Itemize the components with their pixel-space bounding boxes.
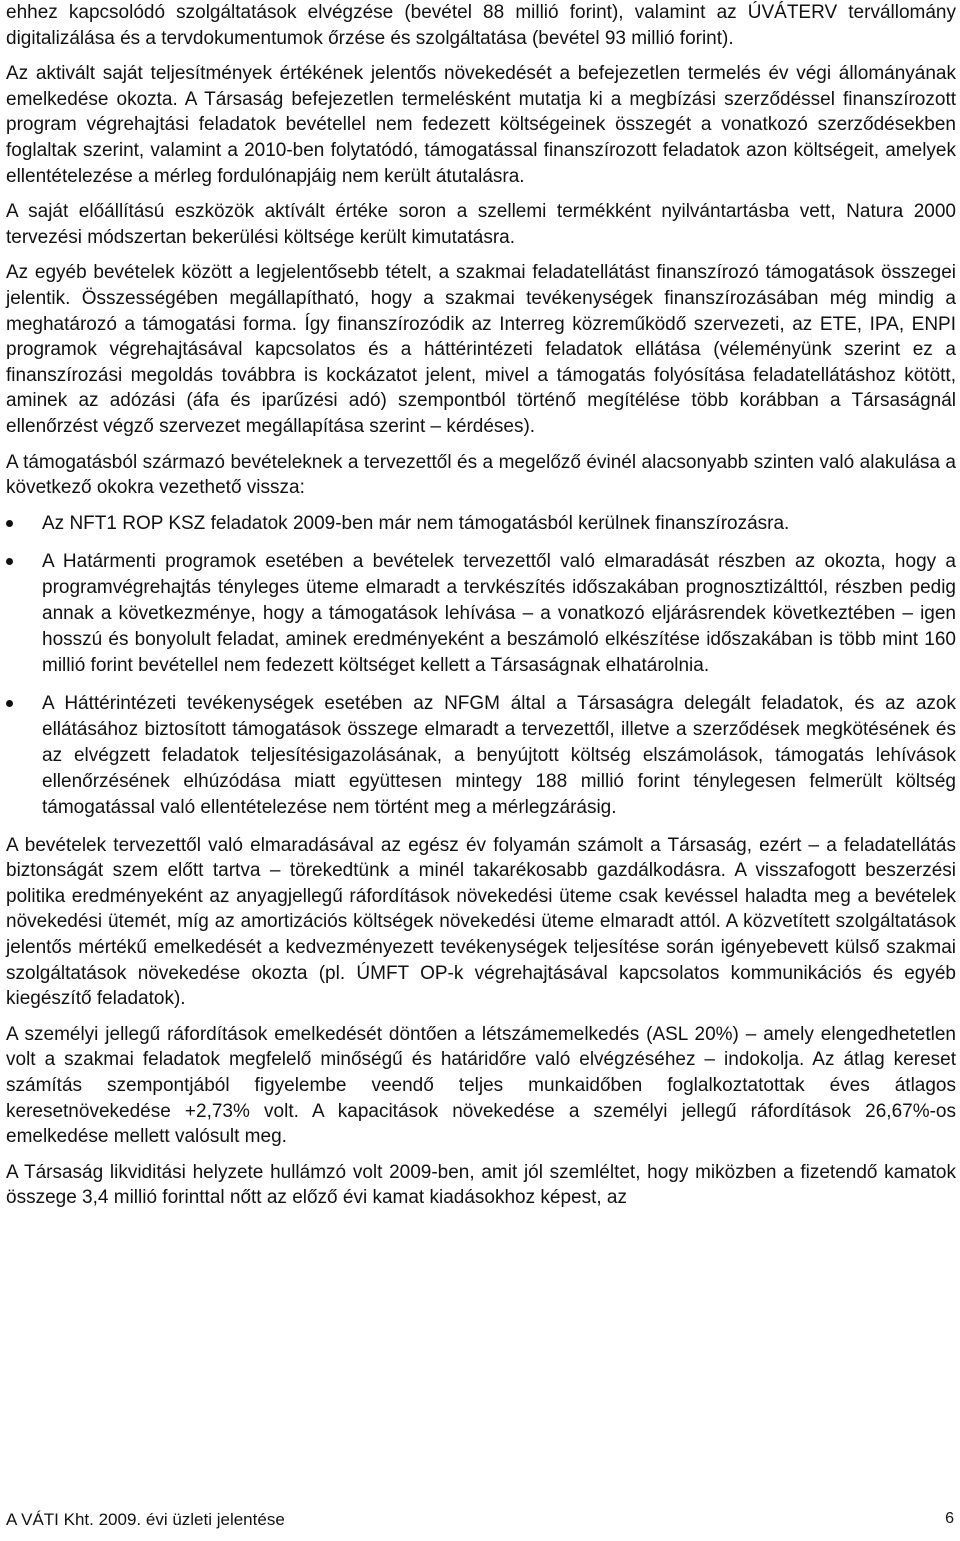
list-item-text: A Háttérintézeti tevékenységek esetében az NFGM által a Társaságra delegált feladatok, és az azok ellátásához biztosított támogatások összege elmaradt a tervezettől, illetve a szerződések megkötésének és az elvégzett feladatok teljesítésigazolásának, a benyújtott költség elszámolások, támogatás lehívások ellenőrzésének elhúzódása miatt együttesen mintegy 188 millió forint ténylegesen felmerült költség támogatással való ellentételezése nem történt meg a mérlegzárásig. <box>42 692 956 818</box>
bullet-list <box>6 511 956 821</box>
paragraph: A Társaság likviditási helyzete hullámzó volt 2009-ben, amit jól szemléltet, hogy miközben a fizetendő kamatok összege 3,4 millió forinttal nőtt az előző évi kamat kiadásokhoz képest, az <box>6 1161 956 1209</box>
list-item <box>6 511 956 537</box>
paragraph: Az aktivált saját teljesítmények értékének jelentős növekedését a befejezetlen termelés év végi állományának emelkedése okozta. A Társaság befejezetlen termelésként mutatja ki a megbízási szerződéssel finanszírozott program végrehajtási feladatok bevétellel nem fedezett költségeinek összegét a vonatkozó szerződésekben foglaltak szerint, valamint a 2010-ben folytatódó, támogatással finanszírozott feladatok azon költségeit, amelyek ellentételezése a mérleg fordulónapjáig nem került átutalásra. <box>6 63 956 187</box>
paragraph: Az egyéb bevételek között a legjelentősebb tételt, a szakmai feladatellátást finanszírozó támogatások összegei jelentik. Összességében megállapítható, hogy a szakmai tevékenységek finanszírozásában még mindig a meghatározó a támogatási forma. Így finanszírozódik az Interreg közreműködő szervezeti, az ETE, IPA, ENPI programok végrehajtásával kapcsolatos és a háttérintézeti feladatok ellátása (véleményünk szerint ez a finanszírozási megoldás továbbra is kockázatot jelent, mivel a támogatás folyósítása feladatellátáshoz kötött, aminek az adózási (áfa és iparűzési adó) szempontból történő megítélése több korábban a Társaságnál ellenőrzést végző szervezet megállapítása szerint – kérdéses). <box>6 262 956 437</box>
list-item <box>6 549 956 679</box>
list-item-text: A Határmenti programok esetében a bevételek tervezettől való elmaradását részben az okozta, hogy a programvégrehajtás tényleges üteme elmaradt a tervkészítés időszakában prognosztizálttól, részben pedig annak a következménye, hogy a támogatások lehívása – a vonatkozó eljárásrendek következtében – igen hosszú és bonyolult feladat, aminek eredményeként a beszámoló elkészítése időszakában is több mint 160 millió forint bevétellel nem fedezett költséget kellett a Társaságnak elhatárolnia. <box>42 550 956 676</box>
page-footer <box>6 1510 954 1530</box>
paragraph: A saját előállítású eszközök aktívált értéke soron a szellemi termékként nyilvántartásba vett, Natura 2000 tervezési módszertan bekerülési költsége került kimutatásra. <box>6 201 956 248</box>
list-item-text: Az NFT1 ROP KSZ feladatok 2009-ben már nem támogatásból kerülnek finanszírozásra. <box>42 512 790 534</box>
bullet-icon <box>6 520 13 527</box>
paragraph: ehhez kapcsolódó szolgáltatások elvégzése (bevétel 88 millió forint), valamint az ÚVÁTERV tervállomány digitalizálása és a tervdokumentumok őrzése és szolgáltatása (bevétel 93 millió forint). <box>6 2 956 49</box>
paragraph: A támogatásból származó bevételeknek a tervezettől és a megelőző évinél alacsonyabb szinten való alakulása a következő okokra vezethető vissza: <box>6 451 956 499</box>
paragraph: A személyi jellegű ráfordítások emelkedését döntően a létszámemelkedés (ASL 20%) – amely elengedhetetlen volt a szakmai feladatok megfelelő minőségű és határidőre való elvégzéséhez – indokolja. Az átlag kereset számítás szempontjából figyelembe veendő teljes munkaidőben foglalkoztatottak éves átlagos keresetnövekedése +2,73% volt. A kapacitások növekedése a személyi jellegű ráfordítások 26,67%-os emelkedése mellett valósult meg. <box>6 1023 956 1148</box>
paragraph: A bevételek tervezettől való elmaradásával az egész év folyamán számolt a Társaság, ezért – a feladatellátás biztonságát szem előtt tartva – törekedtünk a minél takarékosabb gazdálkodásra. A visszafogott beszerzési politika eredményeként az anyagjellegű ráfordítások növekedési üteme csak kevéssel haladta meg a bevételek növekedési ütemét, míg az amortizációs költségek növekedési üteme elmaradt attól. A közvetített szolgáltatások jelentős mértékű emelkedését a kedvezményezett tevékenységek teljesítése során igényebevett külső szakmai szolgáltatások növekedése okozta (pl. ÚMFT OP-k végrehajtásával kapcsolatos kommunikációs és egyéb kiegészítő feladatok). <box>6 834 956 1010</box>
bullet-icon <box>6 558 13 565</box>
list-item <box>6 691 956 821</box>
footer-title: A VÁTI Kht. 2009. évi üzleti jelentése <box>6 1510 285 1529</box>
page-number: 6 <box>945 1510 954 1527</box>
bullet-icon <box>6 700 13 707</box>
document-body <box>6 0 956 1221</box>
